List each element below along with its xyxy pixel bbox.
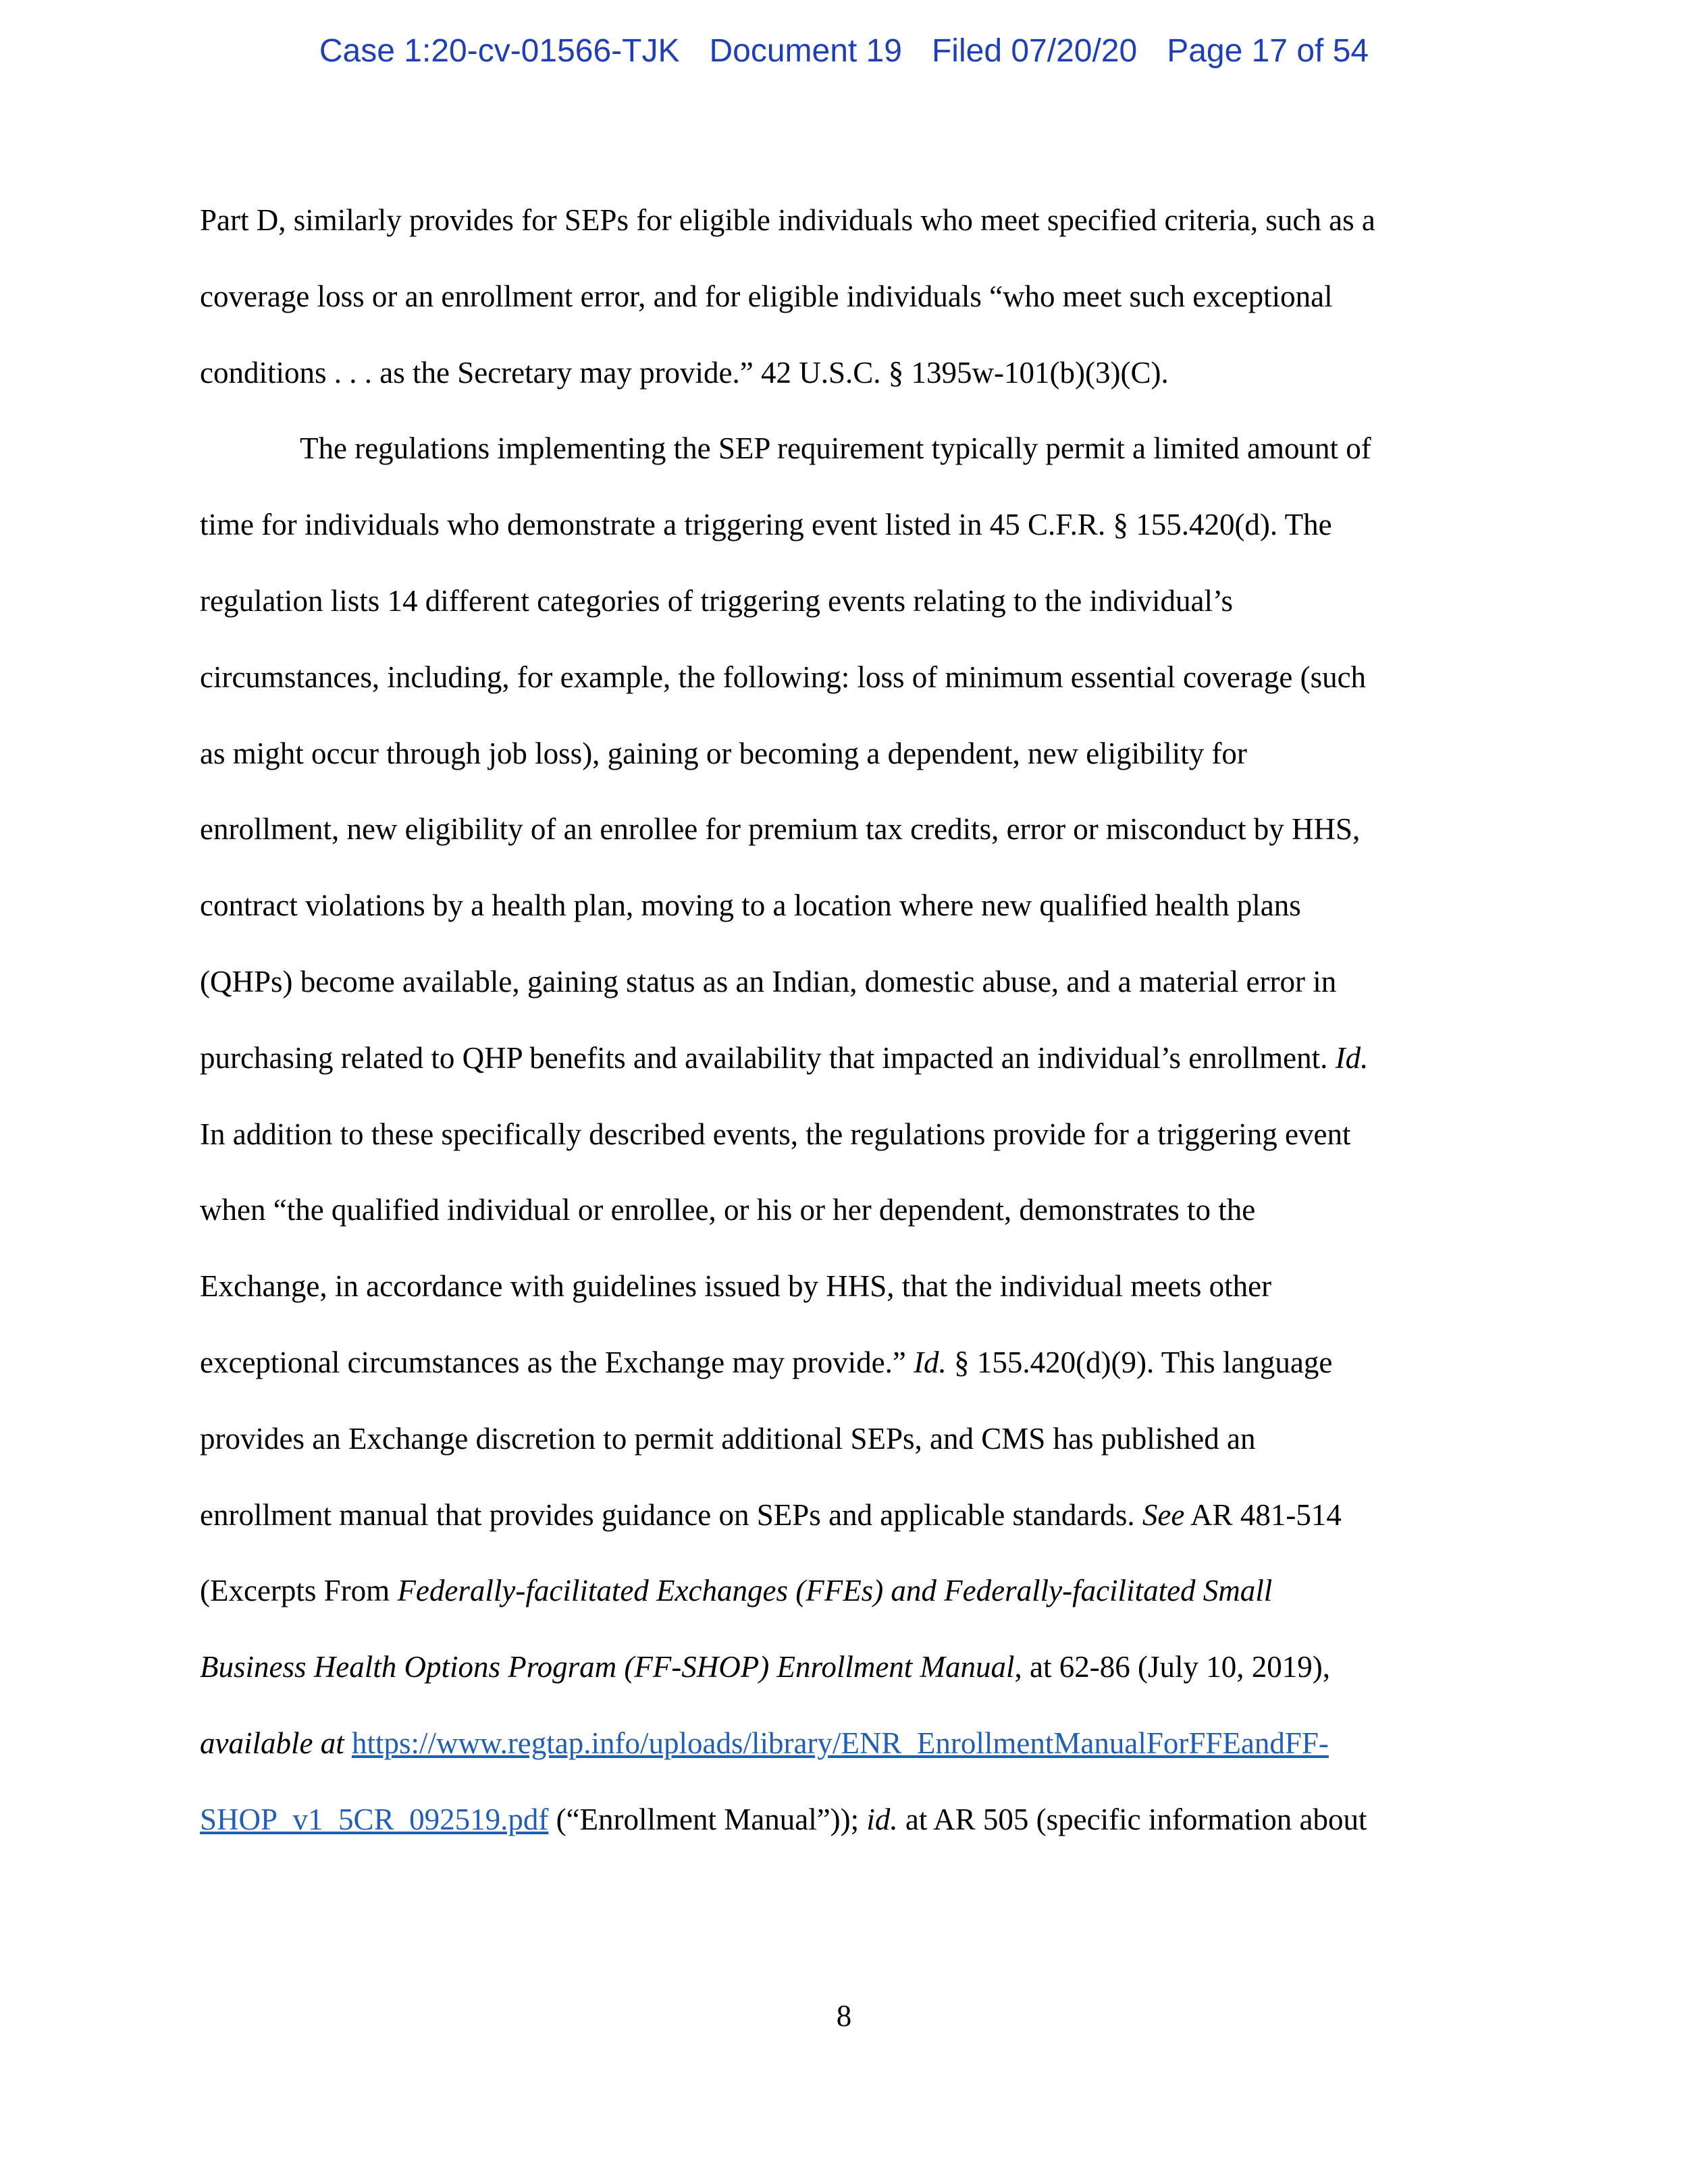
text-segment: exceptional circumstances as the Exchange may provide.” [200,1345,914,1379]
text-line: Exchange, in accordance with guidelines issued by HHS, that the individual meets other [200,1269,1272,1304]
text-segment: , at 62-86 (July 10, 2019), [1014,1650,1330,1684]
text-line: contract violations by a health plan, moving to a location where new qualified health plans [200,888,1301,923]
enrollment-manual-link-continued[interactable]: SHOP_v1_5CR_092519.pdf [200,1802,549,1836]
text-segment: § 155.420(d)(9). This language [946,1345,1333,1379]
enrollment-manual-link[interactable]: https://www.regtap.info/uploads/library/ENR_EnrollmentManualForFFEandFF- [351,1726,1329,1760]
text-segment: (Excerpts From [200,1574,398,1608]
text-line: Part D, similarly provides for SEPs for eligible individuals who meet specified criteria, such as a [200,203,1375,237]
citation-italic: Id. [1335,1040,1369,1075]
page-number: 8 [836,1999,852,2033]
citation-italic: id. [866,1802,898,1836]
text-segment: enrollment manual that provides guidance on SEPs and applicable standards. [200,1497,1142,1532]
text-line [200,1643,1510,1719]
text-line: provides an Exchange discretion to permit additional SEPs, and CMS has published an [200,1421,1256,1456]
text-line [200,1034,1510,1110]
text-line: regulation lists 14 different categories of triggering events relating to the individual’s [200,583,1234,618]
paragraph-start-line: The regulations implementing the SEP requirement typically permit a limited amount of [300,431,1371,466]
citation-italic: See [1142,1497,1185,1532]
text-segment: purchasing related to QHP benefits and availability that impacted an individual’s enrollment. [200,1040,1336,1075]
text-segment [344,1726,352,1760]
text-line: enrollment, new eligibility of an enrollee for premium tax credits, error or misconduct by HHS, [200,812,1361,847]
case-number: Case 1:20-cv-01566-TJK [319,33,680,69]
text-line [200,1719,1510,1795]
citation-italic: Id. [914,1345,947,1379]
text-line: In addition to these specifically described events, the regulations provide for a triggering event [200,1117,1351,1151]
document-number: Document 19 [709,33,902,69]
text-segment: (“Enrollment Manual”)); [548,1802,867,1836]
text-line: coverage loss or an enrollment error, and for eligible individuals “who meet such exceptional [200,279,1333,313]
text-line: as might occur through job loss), gaining or becoming a dependent, new eligibility for [200,736,1247,770]
filed-date: Filed 07/20/20 [931,33,1138,69]
available-at-italic: available at [200,1726,344,1760]
text-segment: at AR 505 (specific information about [897,1802,1367,1836]
text-line: circumstances, including, for example, the following: loss of minimum essential coverage (such [200,660,1367,694]
manual-title-italic: Business Health Options Program (FF-SHOP) Enrollment Manual [200,1650,1015,1684]
text-line: conditions . . . as the Secretary may provide.” 42 U.S.C. § 1395w-101(b)(3)(C). [200,355,1169,390]
text-line [200,1566,1510,1643]
text-line: (QHPs) become available, gaining status as an Indian, domestic abuse, and a material error in [200,964,1337,998]
text-line: time for individuals who demonstrate a triggering event listed in 45 C.F.R. § 155.420(d). The [200,508,1332,542]
page-count: Page 17 of 54 [1167,33,1369,69]
case-header [0,31,1688,72]
text-segment: AR 481-514 [1184,1497,1342,1532]
text-line [200,1795,1510,1871]
text-line [200,1491,1510,1567]
text-line [200,1338,1510,1414]
body-text [200,196,1510,1871]
text-line: when “the qualified individual or enrollee, or his or her dependent, demonstrates to the [200,1193,1256,1227]
manual-title-italic: Federally-facilitated Exchanges (FFEs) and Federally-facilitated Small [397,1574,1273,1608]
